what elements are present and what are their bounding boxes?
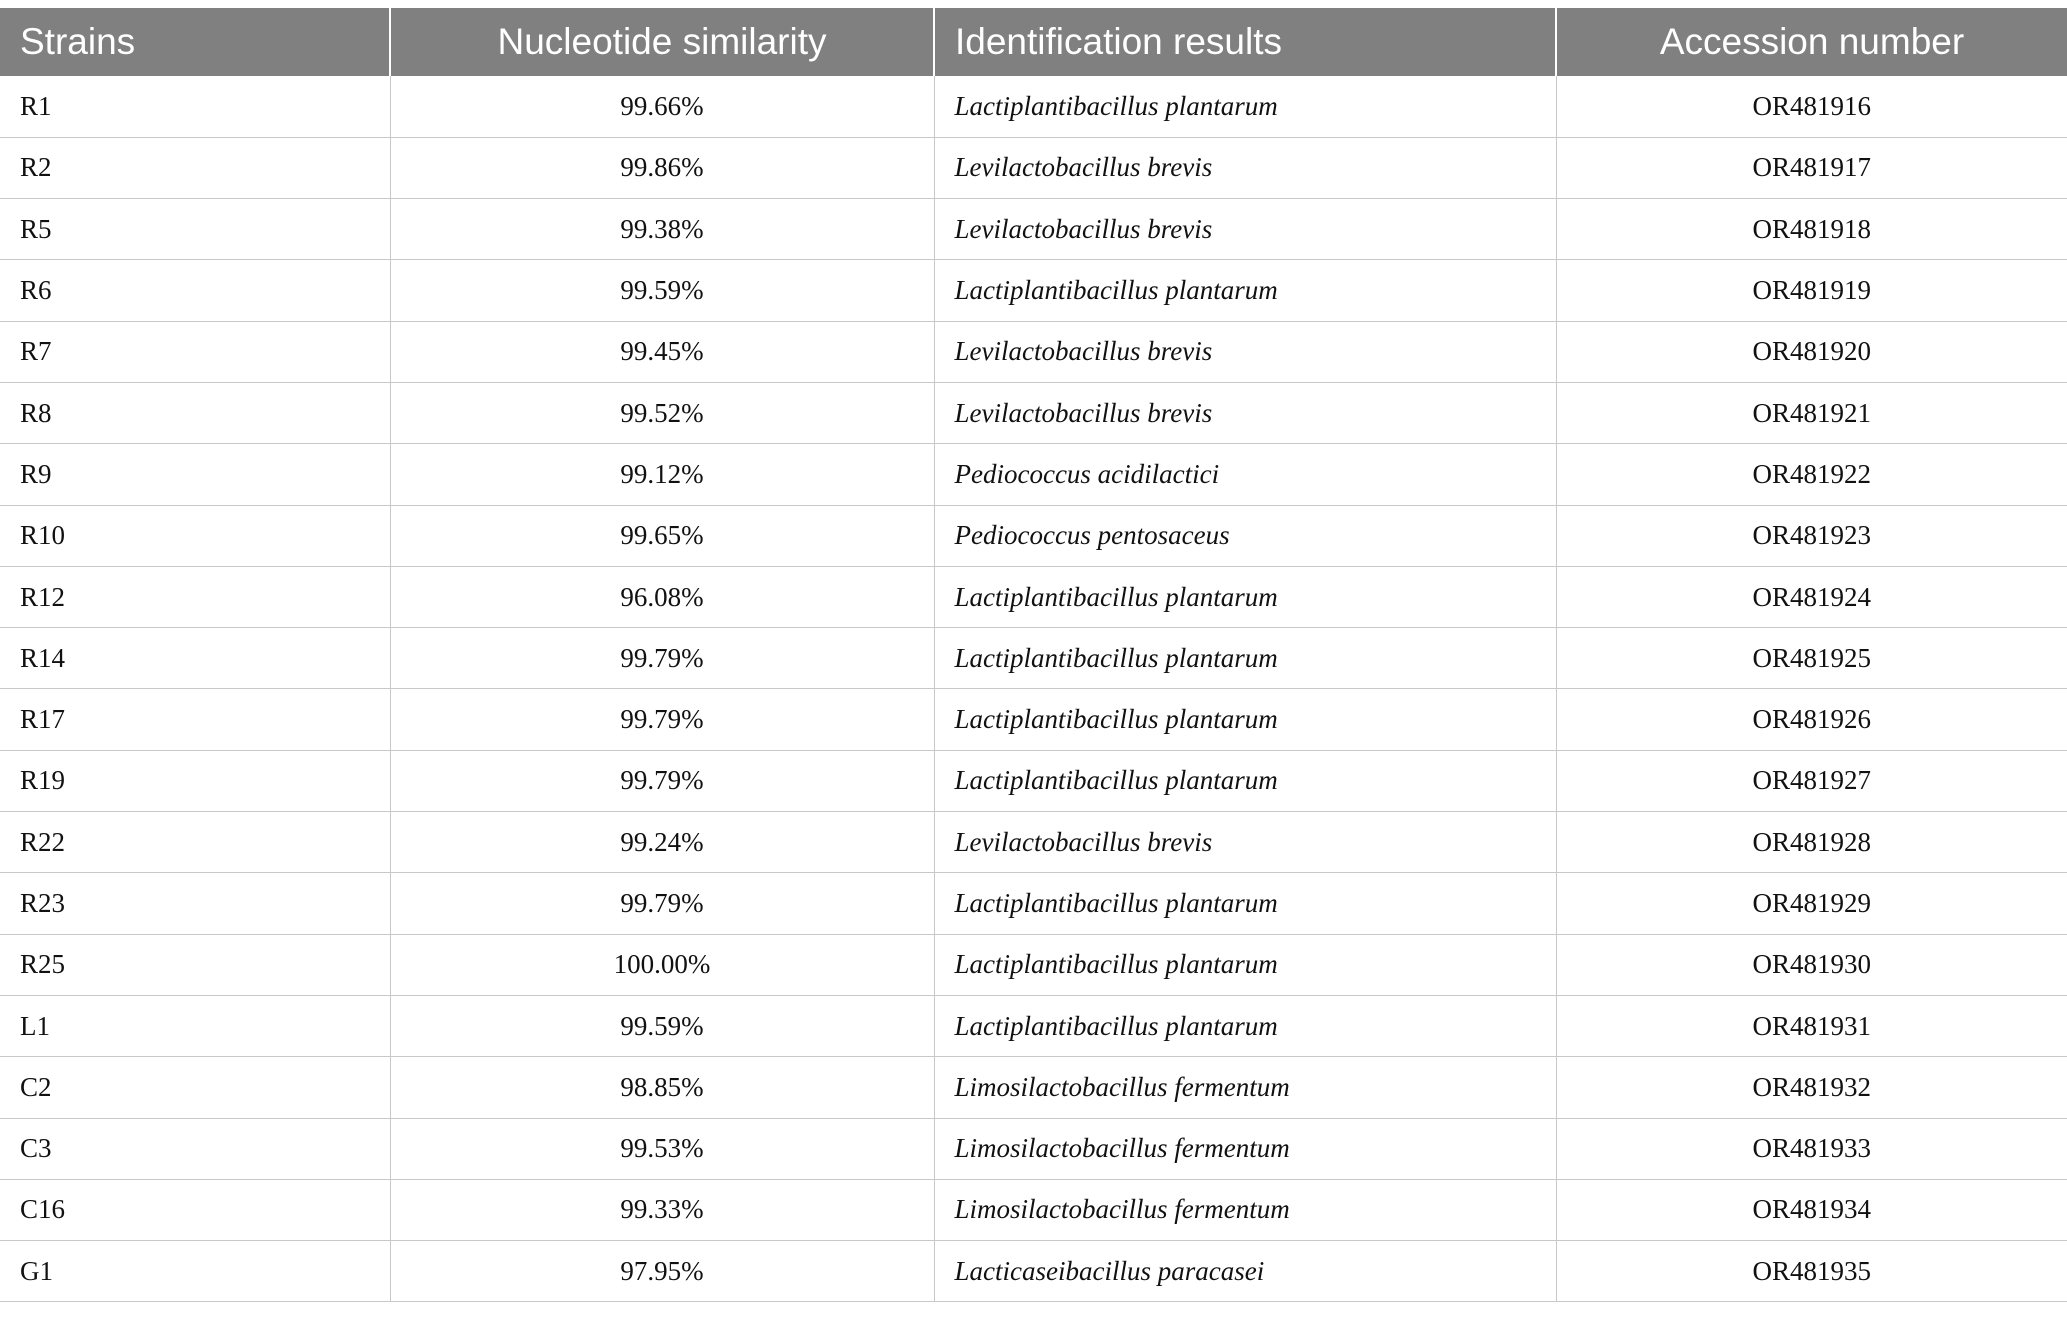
table-body: [0, 76, 2067, 1302]
table-row: [0, 934, 2067, 995]
identification-cell: Lacticaseibacillus paracasei: [934, 1241, 1556, 1302]
strain-cell: R17: [0, 689, 390, 750]
identification-cell: Levilactobacillus brevis: [934, 382, 1556, 443]
header-row: [0, 8, 2067, 76]
similarity-cell: 99.33%: [390, 1179, 934, 1240]
table-header: [0, 8, 2067, 76]
identification-cell: Lactiplantibacillus plantarum: [934, 873, 1556, 934]
accession-cell: OR481928: [1556, 812, 2067, 873]
strain-identification-table-container: [0, 8, 2067, 1302]
header-strains: Strains: [0, 8, 390, 76]
strain-cell: C16: [0, 1179, 390, 1240]
identification-cell: Limosilactobacillus fermentum: [934, 1179, 1556, 1240]
similarity-cell: 99.53%: [390, 1118, 934, 1179]
accession-cell: OR481926: [1556, 689, 2067, 750]
strain-cell: R19: [0, 750, 390, 811]
strain-cell: R12: [0, 566, 390, 627]
similarity-cell: 99.52%: [390, 382, 934, 443]
accession-cell: OR481924: [1556, 566, 2067, 627]
table-row: [0, 199, 2067, 260]
table-row: [0, 505, 2067, 566]
strain-cell: C2: [0, 1057, 390, 1118]
identification-cell: Levilactobacillus brevis: [934, 199, 1556, 260]
identification-cell: Lactiplantibacillus plantarum: [934, 689, 1556, 750]
identification-cell: Lactiplantibacillus plantarum: [934, 76, 1556, 137]
strain-cell: R9: [0, 444, 390, 505]
identification-cell: Lactiplantibacillus plantarum: [934, 934, 1556, 995]
strain-cell: R25: [0, 934, 390, 995]
table-row: [0, 812, 2067, 873]
accession-cell: OR481931: [1556, 995, 2067, 1056]
strain-identification-table: [0, 8, 2067, 1302]
accession-cell: OR481927: [1556, 750, 2067, 811]
identification-cell: Pediococcus pentosaceus: [934, 505, 1556, 566]
table-row: [0, 628, 2067, 689]
strain-cell: R1: [0, 76, 390, 137]
accession-cell: OR481929: [1556, 873, 2067, 934]
accession-cell: OR481916: [1556, 76, 2067, 137]
table-row: [0, 566, 2067, 627]
similarity-cell: 99.79%: [390, 689, 934, 750]
identification-cell: Lactiplantibacillus plantarum: [934, 566, 1556, 627]
strain-cell: R8: [0, 382, 390, 443]
strain-cell: R22: [0, 812, 390, 873]
strain-cell: C3: [0, 1118, 390, 1179]
similarity-cell: 99.24%: [390, 812, 934, 873]
similarity-cell: 99.59%: [390, 260, 934, 321]
identification-cell: Lactiplantibacillus plantarum: [934, 628, 1556, 689]
header-identification-results: Identification results: [934, 8, 1556, 76]
strain-cell: R10: [0, 505, 390, 566]
similarity-cell: 99.59%: [390, 995, 934, 1056]
accession-cell: OR481921: [1556, 382, 2067, 443]
table-row: [0, 137, 2067, 198]
table-row: [0, 1241, 2067, 1302]
table-row: [0, 1118, 2067, 1179]
table-row: [0, 382, 2067, 443]
identification-cell: Levilactobacillus brevis: [934, 321, 1556, 382]
similarity-cell: 96.08%: [390, 566, 934, 627]
accession-cell: OR481922: [1556, 444, 2067, 505]
accession-cell: OR481933: [1556, 1118, 2067, 1179]
similarity-cell: 99.79%: [390, 873, 934, 934]
header-nucleotide-similarity: Nucleotide similarity: [390, 8, 934, 76]
similarity-cell: 99.65%: [390, 505, 934, 566]
similarity-cell: 99.79%: [390, 750, 934, 811]
strain-cell: R5: [0, 199, 390, 260]
similarity-cell: 99.79%: [390, 628, 934, 689]
table-row: [0, 321, 2067, 382]
table-row: [0, 76, 2067, 137]
similarity-cell: 99.66%: [390, 76, 934, 137]
header-accession-number: Accession number: [1556, 8, 2067, 76]
identification-cell: Limosilactobacillus fermentum: [934, 1118, 1556, 1179]
accession-cell: OR481930: [1556, 934, 2067, 995]
accession-cell: OR481919: [1556, 260, 2067, 321]
identification-cell: Lactiplantibacillus plantarum: [934, 260, 1556, 321]
similarity-cell: 100.00%: [390, 934, 934, 995]
similarity-cell: 99.86%: [390, 137, 934, 198]
identification-cell: Lactiplantibacillus plantarum: [934, 750, 1556, 811]
table-row: [0, 260, 2067, 321]
identification-cell: Limosilactobacillus fermentum: [934, 1057, 1556, 1118]
table-row: [0, 689, 2067, 750]
strain-cell: G1: [0, 1241, 390, 1302]
similarity-cell: 99.12%: [390, 444, 934, 505]
similarity-cell: 98.85%: [390, 1057, 934, 1118]
table-row: [0, 750, 2067, 811]
identification-cell: Levilactobacillus brevis: [934, 812, 1556, 873]
identification-cell: Lactiplantibacillus plantarum: [934, 995, 1556, 1056]
table-row: [0, 444, 2067, 505]
table-row: [0, 1057, 2067, 1118]
strain-cell: R7: [0, 321, 390, 382]
strain-cell: R14: [0, 628, 390, 689]
strain-cell: R6: [0, 260, 390, 321]
strain-cell: L1: [0, 995, 390, 1056]
table-row: [0, 995, 2067, 1056]
accession-cell: OR481917: [1556, 137, 2067, 198]
accession-cell: OR481923: [1556, 505, 2067, 566]
table-row: [0, 873, 2067, 934]
accession-cell: OR481925: [1556, 628, 2067, 689]
table-row: [0, 1179, 2067, 1240]
accession-cell: OR481935: [1556, 1241, 2067, 1302]
similarity-cell: 99.38%: [390, 199, 934, 260]
strain-cell: R2: [0, 137, 390, 198]
identification-cell: Levilactobacillus brevis: [934, 137, 1556, 198]
accession-cell: OR481932: [1556, 1057, 2067, 1118]
accession-cell: OR481920: [1556, 321, 2067, 382]
strain-cell: R23: [0, 873, 390, 934]
identification-cell: Pediococcus acidilactici: [934, 444, 1556, 505]
accession-cell: OR481918: [1556, 199, 2067, 260]
accession-cell: OR481934: [1556, 1179, 2067, 1240]
similarity-cell: 99.45%: [390, 321, 934, 382]
similarity-cell: 97.95%: [390, 1241, 934, 1302]
